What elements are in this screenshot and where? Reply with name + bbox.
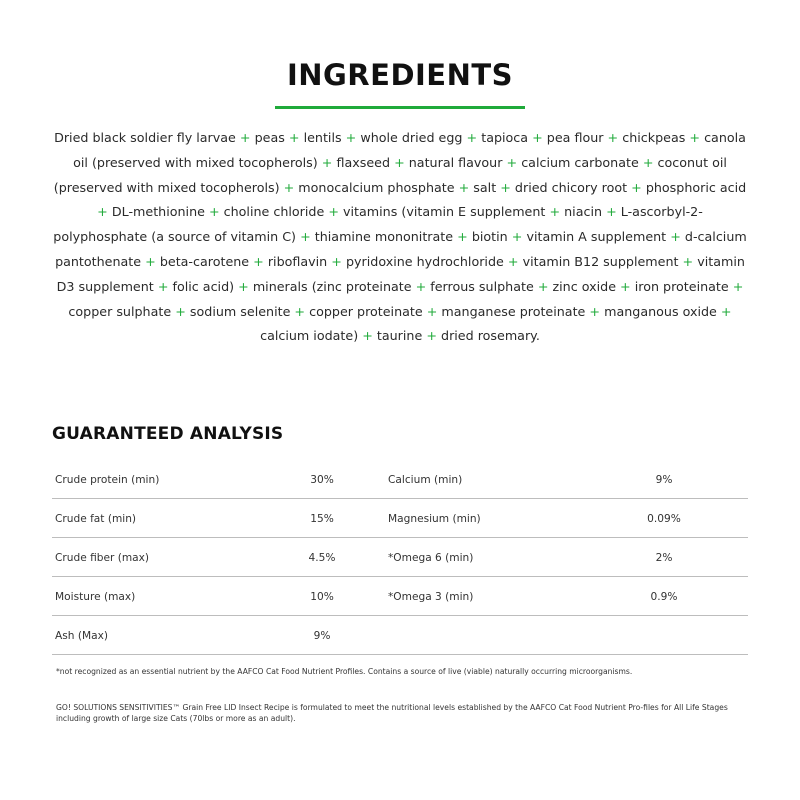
plus-separator: +: [607, 130, 619, 145]
table-row: [52, 460, 748, 499]
ingredient-item: coconut oil (preserved with mixed tocopherols): [53, 154, 727, 195]
nutrient-label: Crude fat (min): [55, 513, 137, 525]
plus-separator: +: [294, 303, 306, 319]
plus-separator: +: [549, 204, 561, 220]
plus-separator: +: [239, 130, 251, 145]
plus-separator: +: [511, 229, 523, 245]
plus-separator: +: [457, 229, 468, 245]
plus-separator: +: [532, 130, 543, 145]
nutrient-value: 9%: [655, 474, 673, 486]
ingredient-item: dried chicory root: [514, 179, 628, 195]
table-row: [52, 616, 748, 655]
nutrient-label: Moisture (max): [55, 591, 136, 603]
nutrient-label: *Omega 6 (min): [388, 552, 474, 564]
ingredient-item: sodium selenite: [189, 303, 291, 319]
plus-separator: +: [426, 328, 437, 344]
plus-separator: +: [345, 130, 357, 145]
ingredient-item: dried rosemary.: [441, 328, 540, 344]
nutrient-label: Crude protein (min): [55, 474, 160, 486]
plus-separator: +: [631, 179, 642, 195]
plus-separator: +: [689, 130, 701, 145]
ingredient-item: peas: [254, 130, 285, 145]
ingredient-item: DL-methionine: [111, 204, 205, 220]
ingredient-item: copper sulphate: [68, 303, 172, 319]
plus-separator: +: [732, 278, 744, 294]
nutrient-label: Calcium (min): [388, 474, 463, 486]
plus-separator: +: [394, 154, 405, 170]
plus-separator: +: [642, 154, 654, 170]
nutrient-value: 15%: [310, 513, 334, 525]
nutrient-value: 10%: [310, 591, 334, 603]
plus-separator: +: [466, 130, 478, 145]
ingredients-title: INGREDIENTS: [286, 58, 514, 92]
plus-separator: +: [300, 229, 311, 245]
table-row: [52, 538, 748, 577]
ingredient-item: minerals (zinc proteinate: [252, 278, 412, 294]
plus-separator: +: [288, 130, 300, 145]
ingredient-item: manganous oxide: [604, 303, 717, 319]
ingredient-item: lentils: [303, 130, 342, 145]
plus-separator: +: [670, 229, 681, 245]
ingredient-item: pea flour: [546, 130, 604, 145]
plus-separator: +: [537, 278, 549, 294]
ingredient-item: ferrous sulphate: [430, 278, 534, 294]
plus-separator: +: [208, 204, 220, 220]
ingredient-item: vitamin D3 supplement: [56, 253, 745, 294]
ingredients-list: [52, 126, 748, 349]
ingredient-item: salt: [473, 179, 497, 195]
ingredient-item: vitamin B12 supplement: [522, 253, 679, 269]
ingredient-item: phosphoric acid: [645, 179, 747, 195]
nutrient-value: 2%: [655, 552, 673, 564]
plus-separator: +: [175, 303, 186, 319]
ingredient-item: canola oil (preserved with mixed tocopherols): [73, 130, 746, 170]
ingredient-item: flaxseed: [336, 154, 391, 170]
plus-separator: +: [507, 253, 519, 269]
ingredient-item: beta-carotene: [159, 253, 250, 269]
plus-separator: +: [145, 253, 156, 269]
ingredient-item: manganese proteinate: [441, 303, 586, 319]
nutrient-value: 0.09%: [647, 513, 681, 525]
guaranteed-analysis-table: [52, 460, 748, 655]
plus-separator: +: [238, 278, 249, 294]
plus-separator: +: [426, 303, 438, 319]
ingredient-item: calcium carbonate: [521, 154, 639, 170]
plus-separator: +: [720, 303, 732, 319]
plus-separator: +: [458, 179, 470, 195]
plus-separator: +: [606, 204, 617, 220]
ingredient-item: d-calcium pantothenate: [55, 229, 747, 269]
plus-separator: +: [620, 278, 631, 294]
guaranteed-analysis-title: GUARANTEED ANALYSIS: [52, 424, 284, 444]
nutrient-label: Crude fiber (max): [55, 552, 150, 564]
plus-separator: +: [328, 204, 339, 220]
plus-separator: +: [97, 204, 108, 220]
plus-separator: +: [253, 253, 264, 269]
ingredient-item: iron proteinate: [634, 278, 729, 294]
ingredient-item: choline chloride: [223, 204, 325, 220]
plus-separator: +: [283, 179, 295, 195]
plus-separator: +: [331, 253, 342, 269]
plus-separator: +: [415, 278, 427, 294]
ingredient-item: Dried black soldier fly larvae: [54, 130, 236, 145]
nutrient-value: 0.9%: [650, 591, 678, 603]
nutrient-value: 4.5%: [308, 552, 336, 564]
ingredient-item: natural flavour: [408, 154, 503, 170]
ingredient-item: L-ascorbyl-2-polyphosphate (a source of vitamin C): [53, 204, 703, 245]
ingredient-item: vitamins (vitamin E supplement: [343, 204, 546, 220]
nutrient-label: *Omega 3 (min): [388, 591, 474, 603]
plus-separator: +: [157, 278, 169, 294]
aafco-statement: GO! SOLUTIONS SENSITIVITIES™ Grain Free LID Insect Recipe is formulated to meet the nutritional levels established by the AAFCO Cat Food Nutrient Pro-files for All Life Stages including growth of large size Cats (70lbs or more as an adult).: [56, 703, 728, 723]
ingredient-item: niacin: [564, 204, 603, 220]
plus-separator: +: [682, 253, 694, 269]
ingredient-item: thiamine mononitrate: [314, 229, 454, 245]
table-row: [52, 577, 748, 616]
ingredient-item: copper proteinate: [309, 303, 423, 319]
ingredient-item: taurine: [376, 328, 423, 344]
nutrient-label: Ash (Max): [55, 630, 109, 642]
plus-separator: +: [362, 328, 373, 344]
plus-separator: +: [321, 154, 333, 170]
plus-separator: +: [589, 303, 601, 319]
ingredient-item: tapioca: [481, 130, 529, 145]
plus-separator: +: [500, 179, 511, 195]
ingredient-item: biotin: [471, 229, 508, 245]
ingredient-item: zinc oxide: [552, 278, 616, 294]
nutrient-value: 9%: [313, 630, 331, 642]
nutrient-value: 30%: [310, 474, 334, 486]
ingredient-item: folic acid): [172, 278, 235, 294]
ingredient-item: whole dried egg: [360, 130, 463, 145]
title-underline: [275, 106, 525, 109]
ingredient-item: riboflavin: [267, 253, 328, 269]
nutrient-label: Magnesium (min): [388, 513, 481, 525]
plus-separator: +: [506, 154, 518, 170]
ingredient-item: chickpeas: [622, 130, 686, 145]
ingredient-item: calcium iodate): [260, 328, 359, 344]
ingredient-item: pyridoxine hydrochloride: [345, 253, 504, 269]
table-row: [52, 499, 748, 538]
ingredient-item: monocalcium phosphate: [298, 179, 455, 195]
ingredient-item: vitamin A supplement: [526, 229, 667, 245]
aafco-footnote: *not recognized as an essential nutrient by the AAFCO Cat Food Nutrient Profiles. Contains a source of live (viable) naturally occurring microorganisms.: [56, 667, 633, 676]
